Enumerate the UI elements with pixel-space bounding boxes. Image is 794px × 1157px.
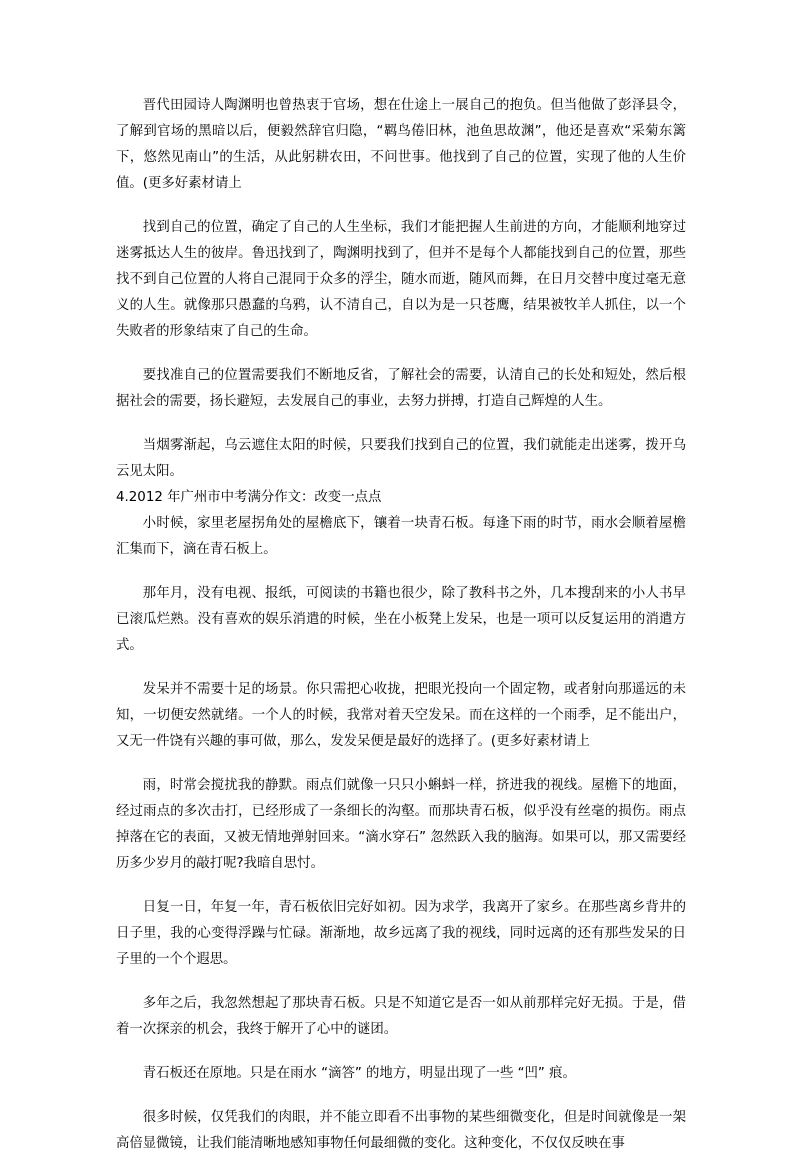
paragraph-childhood: 小时候，家里老屋拐角处的屋檐底下，镶着一块青石板。每逢下雨的时节，雨水会顺着屋檐汇集而下，滴在青石板上。 bbox=[116, 516, 686, 557]
paragraph-those-years: 那年月，没有电视、报纸，可阅读的书籍也很少，除了教科书之外，几本搜刮来的小人书早已滚瓜烂熟。没有喜欢的娱乐消遣的时候，坐在小板凳上发呆，也是一项可以反复运用的消遣方式。 bbox=[116, 586, 686, 653]
section-heading: 4.2012 年广州市中考满分作文：改变一点点 bbox=[116, 490, 382, 505]
paragraph-conclusion: 当烟雾渐起，乌云遮住太阳的时候，只要我们找到自己的位置，我们就能走出迷雾，拨开乌云见太阳。 bbox=[116, 438, 686, 479]
paragraph-find-position: 找到自己的位置，确定了自己的人生坐标，我们才能把握人生前进的方向，才能顺利地穿过迷雾抵达人生的彼岸。鲁迅找到了，陶渊明找到了，但并不是每个人都能找到自己的位置，那些找不到自己位置的人将自己混同于众多的浮尘，随水而逝，随风而舞，在日月交替中度过毫无意义的人生。就像那只愚蠢的乌鸦，认不清自己，自以为是一只苍鹰，结果被牧羊人抓住，以一个失败者的形象结束了自己的生命。 bbox=[116, 220, 686, 339]
paragraph-reflect: 要找准自己的位置需要我们不断地反省，了解社会的需要，认清自己的长处和短处，然后根据社会的需要，扬长避短，去发展自己的事业，去努力拼搏，打造自己辉煌的人生。 bbox=[116, 368, 686, 409]
document-body bbox=[116, 93, 686, 1157]
paragraph-daydream: 发呆并不需要十足的场景。你只需把心收拢，把眼光投向一个固定物，或者射向那遥远的未知，一切便安然就绪。一个人的时候，我常对着天空发呆。而在这样的一个雨季，足不能出户，又无一件饶有兴趣的事可做，那么，发发呆便是最好的选择了。(更多好素材请上 bbox=[116, 682, 686, 749]
paragraph-microscope: 很多时候，仅凭我们的肉眼，并不能立即看不出事物的某些细微变化，但是时间就像是一架高倍显微镜，让我们能清晰地感知事物任何最细微的变化。这种变化，不仅仅反映在事 bbox=[116, 1110, 686, 1151]
paragraph-days-pass: 日复一日，年复一年，青石板依旧完好如初。因为求学，我离开了家乡。在那些离乡背井的日子里，我的心变得浮躁与忙碌。渐渐地，故乡远离了我的视线，同时远离的还有那些发呆的日子里的一个个遐思。 bbox=[116, 900, 686, 967]
paragraph-tao-yuanming: 晋代田园诗人陶渊明也曾热衷于官场，想在仕途上一展自己的抱负。但当他做了彭泽县令，了解到官场的黑暗以后，便毅然辞官归隐，“羁鸟倦旧林，池鱼思故渊”，他还是喜欢“采菊东篱下，悠然见南山”的生活，从此躬耕农田，不问世事。他找到了自己的位置，实现了他的人生价值。(更多好素材请上 bbox=[116, 98, 686, 191]
paragraph-rain: 雨，时常会搅扰我的静默。雨点们就像一只只小蝌蚪一样，挤进我的视线。屋檐下的地面，经过雨点的多次击打，已经形成了一条细长的沟壑。而那块青石板，似乎没有丝毫的损伤。雨点掉落在它的表面，又被无情地弹射回来。“滴水穿石” 忽然跃入我的脑海。如果可以，那又需要经历多少岁月的敲打呢?我暗自思忖。 bbox=[116, 778, 686, 871]
paragraph-years-later: 多年之后，我忽然想起了那块青石板。只是不知道它是否一如从前那样完好无损。于是，借着一次探亲的机会，我终于解开了心中的谜团。 bbox=[116, 996, 686, 1037]
paragraph-stone-slab: 青石板还在原地。只是在雨水 “滴答” 的地方，明显出现了一些 “凹” 痕。 bbox=[142, 1066, 576, 1081]
